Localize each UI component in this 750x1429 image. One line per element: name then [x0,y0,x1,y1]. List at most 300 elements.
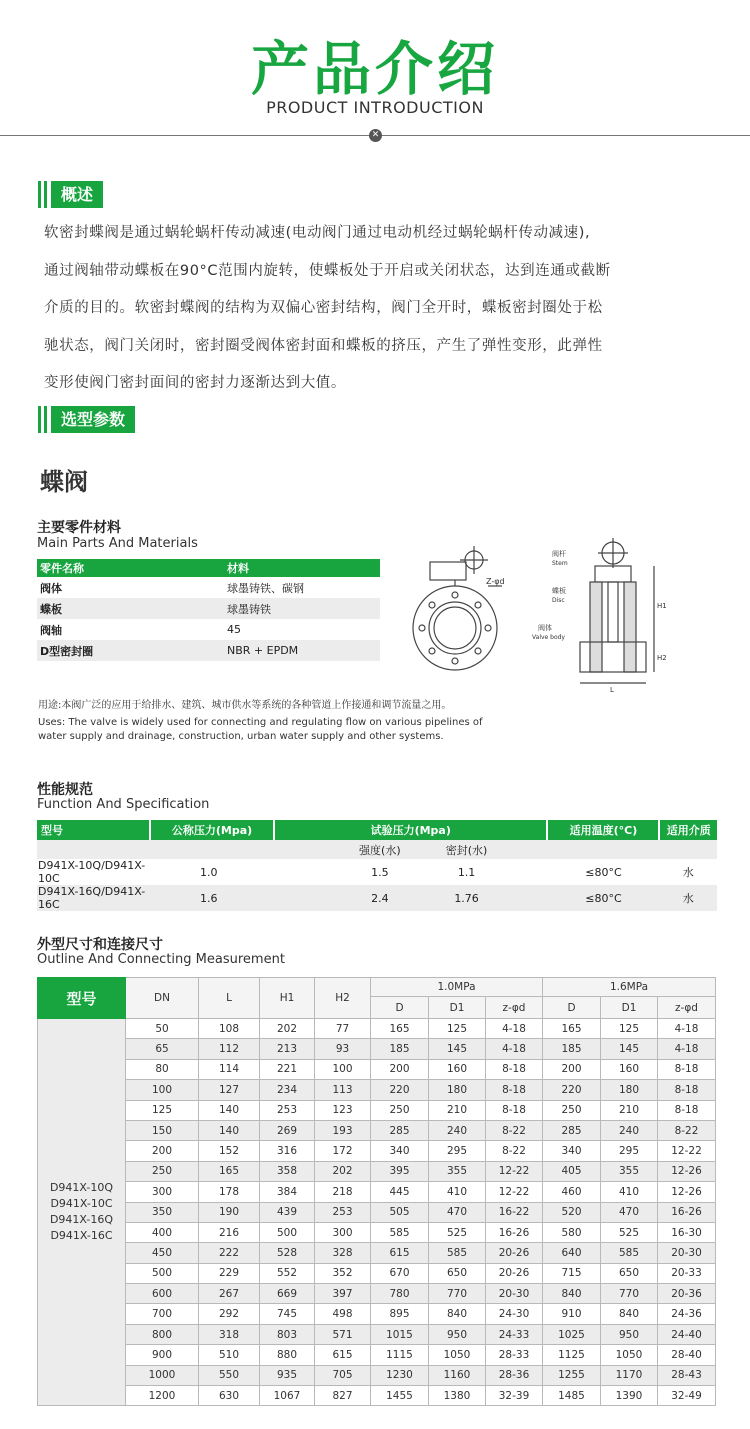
outline-subheader: D [543,997,601,1019]
function-cell: 1.76 [426,885,548,911]
outline-header: H2 [315,978,371,1019]
outline-cell: 803 [260,1324,315,1344]
outline-cell: 780 [371,1284,429,1304]
outline-cell: 65 [126,1039,199,1059]
table-row [38,1019,716,1039]
table-row [38,1161,716,1181]
outline-cell: 200 [371,1059,429,1079]
outline-cell: 4-18 [658,1019,716,1039]
model-name: D941X-10Q [49,1181,114,1195]
outline-cell: 340 [543,1141,601,1161]
outline-cell: 140 [199,1100,260,1120]
outline-cell: 222 [199,1243,260,1263]
stem-label-cn: 阀杆 [552,550,566,558]
outline-cell: 900 [126,1345,199,1365]
outline-cell: 405 [543,1161,601,1181]
outline-cell: 114 [199,1059,260,1079]
outline-cell: 950 [601,1324,658,1344]
outline-model-cell [38,1019,126,1406]
outline-cell: 185 [543,1039,601,1059]
outline-cell: 100 [126,1080,199,1100]
function-subheader: 强度(水) [274,840,426,859]
table-row [38,1202,716,1222]
outline-cell: 20-26 [486,1263,543,1283]
outline-cell: 669 [260,1284,315,1304]
outline-cell: 210 [429,1100,486,1120]
table-row [38,1182,716,1202]
outline-cell: 950 [429,1324,486,1344]
outline-cell: 510 [199,1345,260,1365]
outline-cell: 384 [260,1182,315,1202]
outline-cell: 895 [371,1304,429,1324]
outline-cell: 1050 [429,1345,486,1365]
table-row [38,1243,716,1263]
part-material: 球墨铸铁、碳钢 [227,581,304,595]
outline-cell: 880 [260,1345,315,1365]
outline-group-header: 1.6MPa [543,978,716,997]
uses-cn: 用途:本阀广泛的应用于给排水、建筑、城市供水等系统的各种管道上作接通和调节流量之用。 [38,700,452,711]
function-cell: 水 [659,885,717,911]
outline-cell: 410 [429,1182,486,1202]
outline-cell: 202 [315,1161,371,1181]
outline-cell: 28-43 [658,1365,716,1385]
bolt-pattern-label: Z-φd [486,577,505,586]
outline-cell: 1200 [126,1386,199,1406]
outline-cell: 352 [315,1263,371,1283]
table-row [37,859,717,885]
outline-cell: 910 [543,1304,601,1324]
outline-cell: 108 [199,1019,260,1039]
outline-cell: 12-22 [486,1161,543,1181]
function-cell: 水 [682,866,694,879]
parts-header: 零件名称 [37,559,224,577]
outline-cell: 165 [543,1019,601,1039]
function-cell: D941X-16Q/D941X-16C [37,885,150,911]
outline-cell: 210 [601,1100,658,1120]
outline-cell: 20-33 [658,1263,716,1283]
outline-cell: 8-22 [486,1141,543,1161]
outline-cell: 445 [371,1182,429,1202]
outline-header: DN [126,978,199,1019]
outline-cell: 640 [543,1243,601,1263]
table-row [37,577,380,598]
outline-cell: 295 [601,1141,658,1161]
outline-cell: 32-39 [486,1386,543,1406]
function-cell: 2.4 [274,885,426,911]
table-row [38,1365,716,1385]
outline-cell: 800 [126,1324,199,1344]
parts-title-en: Main Parts And Materials [37,536,198,551]
outline-cell: 500 [260,1222,315,1242]
outline-cell: 185 [371,1039,429,1059]
outline-cell: 525 [601,1222,658,1242]
outline-cell: 113 [315,1080,371,1100]
outline-cell: 250 [126,1161,199,1181]
outline-cell: 439 [260,1202,315,1222]
outline-cell: 77 [315,1019,371,1039]
outline-cell: 234 [260,1080,315,1100]
table-row [37,619,380,640]
outline-cell: 24-30 [486,1304,543,1324]
outline-cell: 470 [601,1202,658,1222]
table-row [38,1120,716,1140]
overview-line: 通过阀轴带动蝶板在90°C范围内旋转，使蝶板处于开启或关闭状态，达到连通或截断 [44,262,611,279]
outline-cell: 20-26 [486,1243,543,1263]
outline-subheader: z-φd [486,997,543,1019]
outline-cell: 670 [371,1263,429,1283]
outline-cell: 240 [429,1120,486,1140]
table-row [37,640,380,661]
uses-en-1: Uses: The valve is widely used for connecting and regulating flow on various pipelines of [38,717,483,728]
function-header: 适用温度(°C) [547,820,659,840]
outline-cell: 216 [199,1222,260,1242]
divider-ornament-icon: ✕ [369,129,382,142]
outline-subheader: D1 [601,997,658,1019]
outline-cell: 200 [126,1141,199,1161]
h2-label: H2 [657,654,667,662]
outline-cell: 12-26 [658,1182,716,1202]
outline-cell: 1390 [601,1386,658,1406]
outline-cell: 125 [429,1019,486,1039]
outline-cell: 16-30 [658,1222,716,1242]
overview-text [44,215,724,403]
outline-cell: 123 [315,1100,371,1120]
outline-title-en: Outline And Connecting Measurement [37,952,285,967]
outline-cell: 125 [126,1100,199,1120]
function-cell: 1.6 [150,885,274,911]
disc-label-en: Disc [552,597,565,604]
overview-line: 介质的目的。软密封蝶阀的结构为双偏心密封结构，阀门全开时，蝶板密封圈处于松 [44,300,603,316]
outline-cell: 840 [601,1304,658,1324]
outline-cell: 580 [543,1222,601,1242]
stem-label-en: Stem [552,560,568,567]
outline-cell: 1170 [601,1365,658,1385]
table-row [38,1324,716,1344]
outline-title-cn: 外型尺寸和连接尺寸 [37,937,163,953]
outline-cell: 152 [199,1141,260,1161]
outline-cell: 4-18 [658,1039,716,1059]
table-row [37,885,717,911]
outline-cell: 552 [260,1263,315,1283]
outline-cell: 28-33 [486,1345,543,1365]
product-name: 蝶阀 [40,468,88,496]
overview-line: 变形使阀门密封面间的密封力逐渐达到大值。 [44,375,346,391]
outline-cell: 4-18 [486,1039,543,1059]
outline-cell: 250 [371,1100,429,1120]
function-subheader: 密封(水) [426,840,548,859]
outline-cell: 213 [260,1039,315,1059]
part-material: 球墨铸铁 [224,598,380,619]
outline-cell: 460 [543,1182,601,1202]
outline-cell: 745 [260,1304,315,1324]
outline-subheader: D1 [429,997,486,1019]
disc-label-cn: 蝶板 [552,587,566,595]
outline-cell: 8-18 [658,1059,716,1079]
outline-cell: 410 [601,1182,658,1202]
table-row [38,1080,716,1100]
outline-cell: 229 [199,1263,260,1283]
outline-model-header: 型号 [38,978,126,1019]
table-row [38,1222,716,1242]
table-row [38,1141,716,1161]
outline-cell: 253 [315,1202,371,1222]
outline-cell: 8-18 [486,1059,543,1079]
outline-cell: 20-30 [658,1243,716,1263]
model-name: D941X-16C [50,1229,113,1243]
valve-diagram [400,538,730,698]
outline-cell: 145 [601,1039,658,1059]
outline-cell: 328 [315,1243,371,1263]
outline-cell: 318 [199,1324,260,1344]
page-subtitle: PRODUCT INTRODUCTION [266,98,484,117]
outline-cell: 180 [601,1080,658,1100]
outline-header: L [199,978,260,1019]
outline-cell: 267 [199,1284,260,1304]
function-title-en: Function And Specification [37,797,210,812]
outline-cell: 20-36 [658,1284,716,1304]
outline-cell: 770 [601,1284,658,1304]
outline-cell: 600 [126,1284,199,1304]
outline-cell: 358 [260,1161,315,1181]
function-cell: 1.0 [200,865,218,879]
outline-cell: 100 [315,1059,371,1079]
outline-cell: 50 [126,1019,199,1039]
function-header: 公称压力(Mpa) [150,820,274,840]
function-cell: 1.5 [371,865,389,879]
outline-cell: 650 [601,1263,658,1283]
outline-group-header: 1.0MPa [371,978,543,997]
outline-cell: 1160 [429,1365,486,1385]
outline-cell: 571 [315,1324,371,1344]
outline-cell: 840 [429,1304,486,1324]
selection-badge-label: 选型参数 [51,406,135,433]
outline-cell: 172 [315,1141,371,1161]
outline-cell: 12-22 [486,1182,543,1202]
function-cell: 1.1 [457,865,476,879]
part-material: NBR + EPDM [224,640,380,661]
outline-cell: 615 [315,1345,371,1365]
outline-cell: 585 [371,1222,429,1242]
outline-cell: 630 [199,1386,260,1406]
table-row [38,1284,716,1304]
outline-cell: 840 [543,1284,601,1304]
outline-cell: 160 [601,1059,658,1079]
outline-cell: 340 [371,1141,429,1161]
function-cell: ≤80°C [585,865,622,879]
outline-cell: 200 [543,1059,601,1079]
outline-cell: 28-36 [486,1365,543,1385]
outline-cell: 193 [315,1120,371,1140]
l-label: L [610,686,614,694]
outline-cell: 24-36 [658,1304,716,1324]
parts-table [37,559,380,661]
outline-cell: 1115 [371,1345,429,1365]
outline-cell: 285 [543,1120,601,1140]
table-row [38,1386,716,1406]
outline-cell: 12-22 [658,1141,716,1161]
outline-cell: 397 [315,1284,371,1304]
outline-cell: 150 [126,1120,199,1140]
outline-cell: 300 [315,1222,371,1242]
outline-cell: 190 [199,1202,260,1222]
flange-front-view [413,546,502,670]
function-header: 试验压力(Mpa) [274,820,547,840]
parts-title-cn: 主要零件材料 [37,520,121,536]
outline-cell: 528 [260,1243,315,1263]
outline-cell: 165 [199,1161,260,1181]
outline-cell: 1485 [543,1386,601,1406]
outline-cell: 355 [429,1161,486,1181]
outline-cell: 24-40 [658,1324,716,1344]
outline-cell: 292 [199,1304,260,1324]
table-row [38,1263,716,1283]
outline-cell: 269 [260,1120,315,1140]
outline-cell: 400 [126,1222,199,1242]
outline-cell: 615 [371,1243,429,1263]
function-header: 型号 [37,820,150,840]
outline-cell: 28-40 [658,1345,716,1365]
outline-cell: 705 [315,1365,371,1385]
outline-cell: 8-18 [486,1100,543,1120]
outline-cell: 20-30 [486,1284,543,1304]
outline-cell: 520 [543,1202,601,1222]
outline-cell: 112 [199,1039,260,1059]
outline-cell: 127 [199,1080,260,1100]
table-row [38,1059,716,1079]
table-row [37,598,380,619]
outline-subheader: D [371,997,429,1019]
function-title-cn: 性能规范 [37,782,93,798]
outline-cell: 160 [429,1059,486,1079]
outline-cell: 8-22 [658,1120,716,1140]
outline-cell: 8-18 [658,1100,716,1120]
outline-cell: 165 [371,1019,429,1039]
table-row [38,1345,716,1365]
outline-cell: 295 [429,1141,486,1161]
table-row [38,1100,716,1120]
outline-cell: 700 [126,1304,199,1324]
body-label-cn: 阀体 [538,624,552,632]
outline-cell: 285 [371,1120,429,1140]
overview-line: 软密封蝶阀是通过蜗轮蜗杆传动减速(电动阀门通过电动机经过蜗轮蜗杆传动减速), [44,225,591,241]
outline-cell: 300 [126,1182,199,1202]
outline-cell: 93 [315,1039,371,1059]
outline-cell: 1255 [543,1365,601,1385]
outline-cell: 180 [429,1080,486,1100]
outline-cell: 8-22 [486,1120,543,1140]
part-name: 蝶板 [37,598,224,619]
outline-cell: 220 [371,1080,429,1100]
outline-cell: 1050 [601,1345,658,1365]
table-row [37,840,717,859]
outline-cell: 550 [199,1365,260,1385]
overview-badge-label: 概述 [51,181,103,208]
outline-cell: 1380 [429,1386,486,1406]
outline-cell: 220 [543,1080,601,1100]
outline-table [37,977,716,1406]
part-material: 45 [227,623,241,636]
part-name: 阀体 [40,581,62,595]
outline-cell: 140 [199,1120,260,1140]
outline-cell: 8-18 [486,1080,543,1100]
outline-cell: 250 [543,1100,601,1120]
outline-cell: 202 [260,1019,315,1039]
outline-cell: 16-22 [486,1202,543,1222]
function-cell: ≤80°C [547,885,659,911]
outline-cell: 1067 [260,1386,315,1406]
table-row [38,1304,716,1324]
outline-cell: 16-26 [486,1222,543,1242]
outline-cell: 253 [260,1100,315,1120]
outline-cell: 1125 [543,1345,601,1365]
outline-cell: 1025 [543,1324,601,1344]
outline-subheader: z-φd [658,997,716,1019]
part-name: D型密封圈 [37,640,224,661]
outline-cell: 1000 [126,1365,199,1385]
outline-cell: 350 [126,1202,199,1222]
outline-cell: 500 [126,1263,199,1283]
outline-cell: 80 [126,1059,199,1079]
model-name: D941X-16Q [49,1213,114,1227]
body-label-en: Valve body [532,634,565,641]
h1-label: H1 [657,602,667,610]
outline-header: H1 [260,978,315,1019]
outline-cell: 715 [543,1263,601,1283]
outline-cell: 24-33 [486,1324,543,1344]
outline-cell: 355 [601,1161,658,1181]
outline-cell: 505 [371,1202,429,1222]
outline-cell: 498 [315,1304,371,1324]
outline-cell: 585 [429,1243,486,1263]
outline-cell: 32-49 [658,1386,716,1406]
parts-header: 材料 [224,559,380,577]
outline-cell: 450 [126,1243,199,1263]
table-row [38,1039,716,1059]
outline-cell: 8-18 [658,1080,716,1100]
function-table [37,820,717,911]
outline-cell: 125 [601,1019,658,1039]
outline-cell: 935 [260,1365,315,1385]
outline-cell: 1015 [371,1324,429,1344]
outline-cell: 827 [315,1386,371,1406]
valve-side-view [580,538,654,683]
part-name: 阀轴 [40,623,62,637]
outline-cell: 470 [429,1202,486,1222]
outline-cell: 4-18 [486,1019,543,1039]
outline-cell: 12-26 [658,1161,716,1181]
function-cell: D941X-10Q/D941X-10C [38,859,146,885]
outline-cell: 1455 [371,1386,429,1406]
outline-cell: 770 [429,1284,486,1304]
outline-cell: 395 [371,1161,429,1181]
outline-cell: 178 [199,1182,260,1202]
function-header: 适用介质 [659,820,717,840]
outline-cell: 240 [601,1120,658,1140]
outline-cell: 525 [429,1222,486,1242]
overview-line: 驰状态，阀门关闭时，密封圈受阀体密封面和蝶板的挤压，产生了弹性变形，此弹性 [44,337,603,354]
page-title: 产品介绍 [250,35,499,103]
model-name: D941X-10C [50,1197,113,1211]
uses-en-2: water supply and drainage, construction, urban water supply and other systems. [38,731,444,742]
outline-cell: 218 [315,1182,371,1202]
outline-cell: 16-26 [658,1202,716,1222]
outline-cell: 145 [429,1039,486,1059]
outline-cell: 316 [260,1141,315,1161]
outline-cell: 585 [601,1243,658,1263]
outline-cell: 650 [429,1263,486,1283]
outline-cell: 1230 [371,1365,429,1385]
outline-cell: 221 [260,1059,315,1079]
